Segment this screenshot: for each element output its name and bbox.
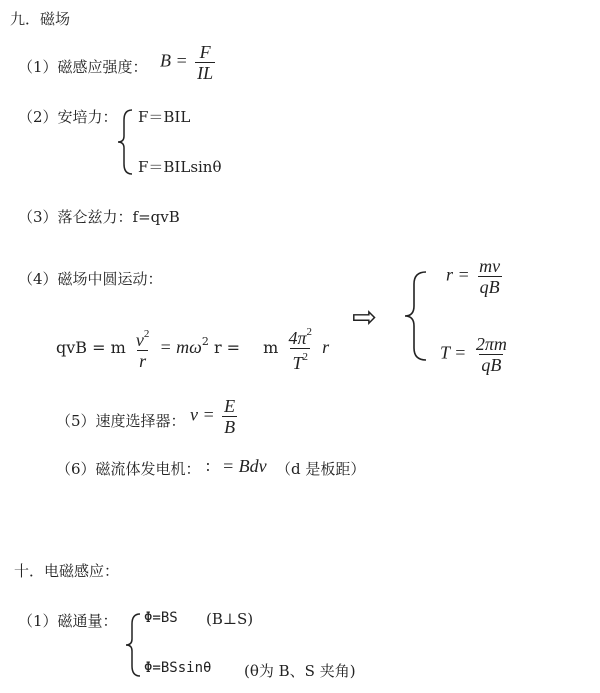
formula-lhs: T = bbox=[440, 342, 467, 363]
eq-T-exponent: 2 bbox=[302, 351, 308, 363]
eq-v-numerator: v bbox=[135, 330, 144, 350]
fraction-denominator: qB bbox=[481, 355, 502, 375]
mhd-generator-dots: ∶ bbox=[206, 458, 210, 476]
formula-lhs: B = bbox=[160, 50, 188, 71]
eq-r-term: r = bbox=[213, 338, 241, 357]
eq-omega-exponent: 2 bbox=[201, 334, 209, 348]
eq-prefix: qvB = m bbox=[56, 338, 126, 357]
circular-motion-equation bbox=[56, 324, 329, 373]
formula-lhs: r = bbox=[446, 264, 470, 285]
mhd-generator-formula: = Bdv bbox=[222, 456, 267, 476]
fraction-denominator: B bbox=[224, 417, 236, 437]
fraction-numerator: mv bbox=[479, 256, 501, 276]
flux-formula-2: Φ=BSsinθ bbox=[144, 660, 212, 676]
radius-formula bbox=[446, 256, 505, 297]
implies-arrow-icon: ⇨ bbox=[352, 300, 378, 335]
item-5-label: （5）速度选择器： bbox=[56, 412, 186, 430]
magnetic-induction-formula bbox=[160, 42, 218, 83]
item-6-label: （6）磁流体发电机： bbox=[56, 460, 201, 478]
fraction-denominator: IL bbox=[197, 63, 214, 83]
formula-lhs: v = bbox=[190, 404, 215, 425]
item-1-label: （1）磁感应强度： bbox=[18, 58, 148, 76]
left-brace-icon bbox=[116, 108, 136, 176]
eq-v-exponent: 2 bbox=[143, 328, 150, 340]
eq-m: m bbox=[263, 338, 279, 357]
left-brace-icon bbox=[124, 612, 144, 678]
flux-item-label: （1）磁通量： bbox=[18, 612, 118, 630]
eq-4pi-numerator: 4π bbox=[288, 328, 307, 348]
item-4-label: （4）磁场中圆运动： bbox=[18, 270, 163, 288]
mhd-generator-note: （d 是板距） bbox=[276, 460, 366, 478]
fraction-numerator: F bbox=[199, 42, 211, 62]
eq-4pi-exponent: 2 bbox=[306, 326, 312, 338]
period-formula bbox=[440, 334, 512, 375]
eq-r-final: r bbox=[322, 337, 330, 357]
ampere-force-formula-2: F＝BILsinθ bbox=[138, 158, 222, 176]
item-3-label: （3）落仑兹力：f=qvB bbox=[18, 208, 180, 226]
eq-omega-term: = mω bbox=[159, 337, 202, 357]
ampere-force-formula-1: F＝BIL bbox=[138, 108, 191, 126]
fraction-numerator: E bbox=[224, 396, 236, 416]
item-2-label: （2）安培力： bbox=[18, 108, 118, 126]
section-9-heading: 九．磁场 bbox=[10, 10, 71, 28]
velocity-selector-formula bbox=[190, 396, 240, 437]
eq-r-denominator: r bbox=[139, 351, 147, 371]
fraction-numerator: 2πm bbox=[475, 334, 507, 354]
section-10-heading: 十．电磁感应： bbox=[14, 562, 120, 580]
left-brace-icon bbox=[402, 270, 430, 362]
flux-formula-1: Φ=BS bbox=[144, 610, 178, 626]
flux-formula-2-note: (θ为 B、S 夹角) bbox=[244, 662, 356, 680]
flux-formula-1-note: (B⊥S) bbox=[206, 610, 254, 628]
eq-T-denominator: T bbox=[292, 353, 303, 373]
fraction-denominator: qB bbox=[479, 277, 500, 297]
